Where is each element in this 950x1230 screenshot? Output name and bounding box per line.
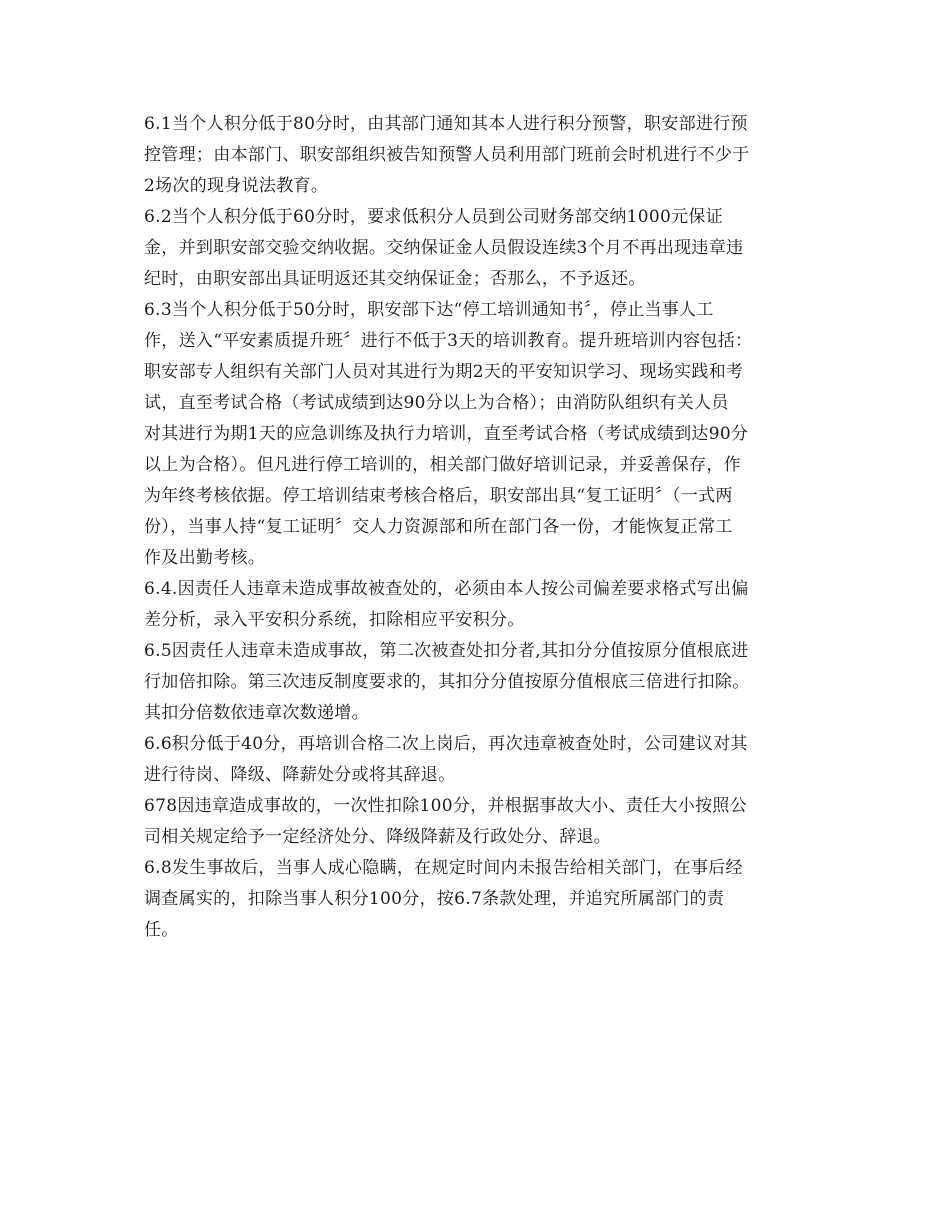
text-line: 6.3当个人积分低于50分时，职安部下达“停工培训通知书〞，停止当事人工 — [144, 300, 714, 320]
text-line: 纪时，由职安部出具证明返还其交纳保证金；否那么，不予返还。 — [144, 269, 646, 289]
text-line: 2场次的现身说法教育。 — [144, 176, 329, 196]
text-line: 678因违章造成事故的，一次性扣除100分，并根据事故大小、责任大小按照公 — [144, 796, 747, 816]
text-line: 司相关规定给予一定经济处分、降级降薪及行政处分、辞退。 — [144, 827, 612, 847]
text-line: 行加倍扣除。第三次违反制度要求的，其扣分分值按原分值根底三倍进行扣除。 — [144, 672, 750, 692]
text-line: 金，并到职安部交验交纳收据。交纳保证金人员假设连续3个月不再出现违章违 — [144, 238, 744, 258]
text-line: 为年终考核依据。停工培训结束考核合格后，职安部出具“复工证明〞（一式两 — [144, 486, 733, 506]
text-line: 试，直至考试合格（考试成绩到达90分以上为合格）；由消防队组织有关人员 — [144, 393, 729, 413]
text-line: 份），当事人持“复工证明〞交人力资源部和所在部门各一份，才能恢复正常工 — [144, 517, 733, 537]
text-line: 6.1当个人积分低于80分时，由其部门通知其本人进行积分预警，职安部进行预 — [144, 114, 748, 134]
text-line: 作，送入“平安素质提升班〞进行不低于3天的培训教育。提升班培训内容包括： — [144, 331, 753, 351]
text-line: 6.8发生事故后，当事人成心隐瞒，在规定时间内未报告给相关部门，在事后经 — [144, 858, 743, 878]
text-line: 差分析，录入平安积分系统，扣除相应平安积分。 — [144, 610, 525, 630]
text-line: 以上为合格）。但凡进行停工培训的，相关部门做好培训记录，并妥善保存，作 — [144, 455, 741, 475]
text-line: 作及出勤考核。 — [144, 548, 266, 568]
text-line: 对其进行为期1天的应急训练及执行力培训，直至考试合格（考试成绩到达90分 — [144, 424, 749, 444]
text-line: 6.6积分低于40分，再培训合格二次上岗后，再次违章被查处时，公司建议对其 — [144, 734, 748, 754]
text-line: 6.4.因责任人违章未造成事故被查处的，必须由本人按公司偏差要求格式写出偏 — [144, 579, 749, 599]
text-line: 调查属实的，扣除当事人积分100分，按6.7条款处理，并追究所属部门的责 — [144, 889, 725, 909]
text-line: 职安部专人组织有关部门人员对其进行为期2天的平安知识学习、现场实践和考 — [144, 362, 744, 382]
text-line: 6.2当个人积分低于60分时，要求低积分人员到公司财务部交纳1000元保证 — [144, 207, 724, 227]
text-line: 控管理；由本部门、职安部组织被告知预警人员利用部门班前会时机进行不少于 — [144, 145, 750, 165]
text-line: 任。 — [144, 920, 179, 940]
text-line: 其扣分倍数依违章次数递增。 — [144, 703, 369, 723]
text-line: 进行待岗、降级、降薪处分或将其辞退。 — [144, 765, 456, 785]
text-line: 6.5因责任人违章未造成事故，第二次被查处扣分者,其扣分分值按原分值根底进 — [144, 641, 749, 661]
